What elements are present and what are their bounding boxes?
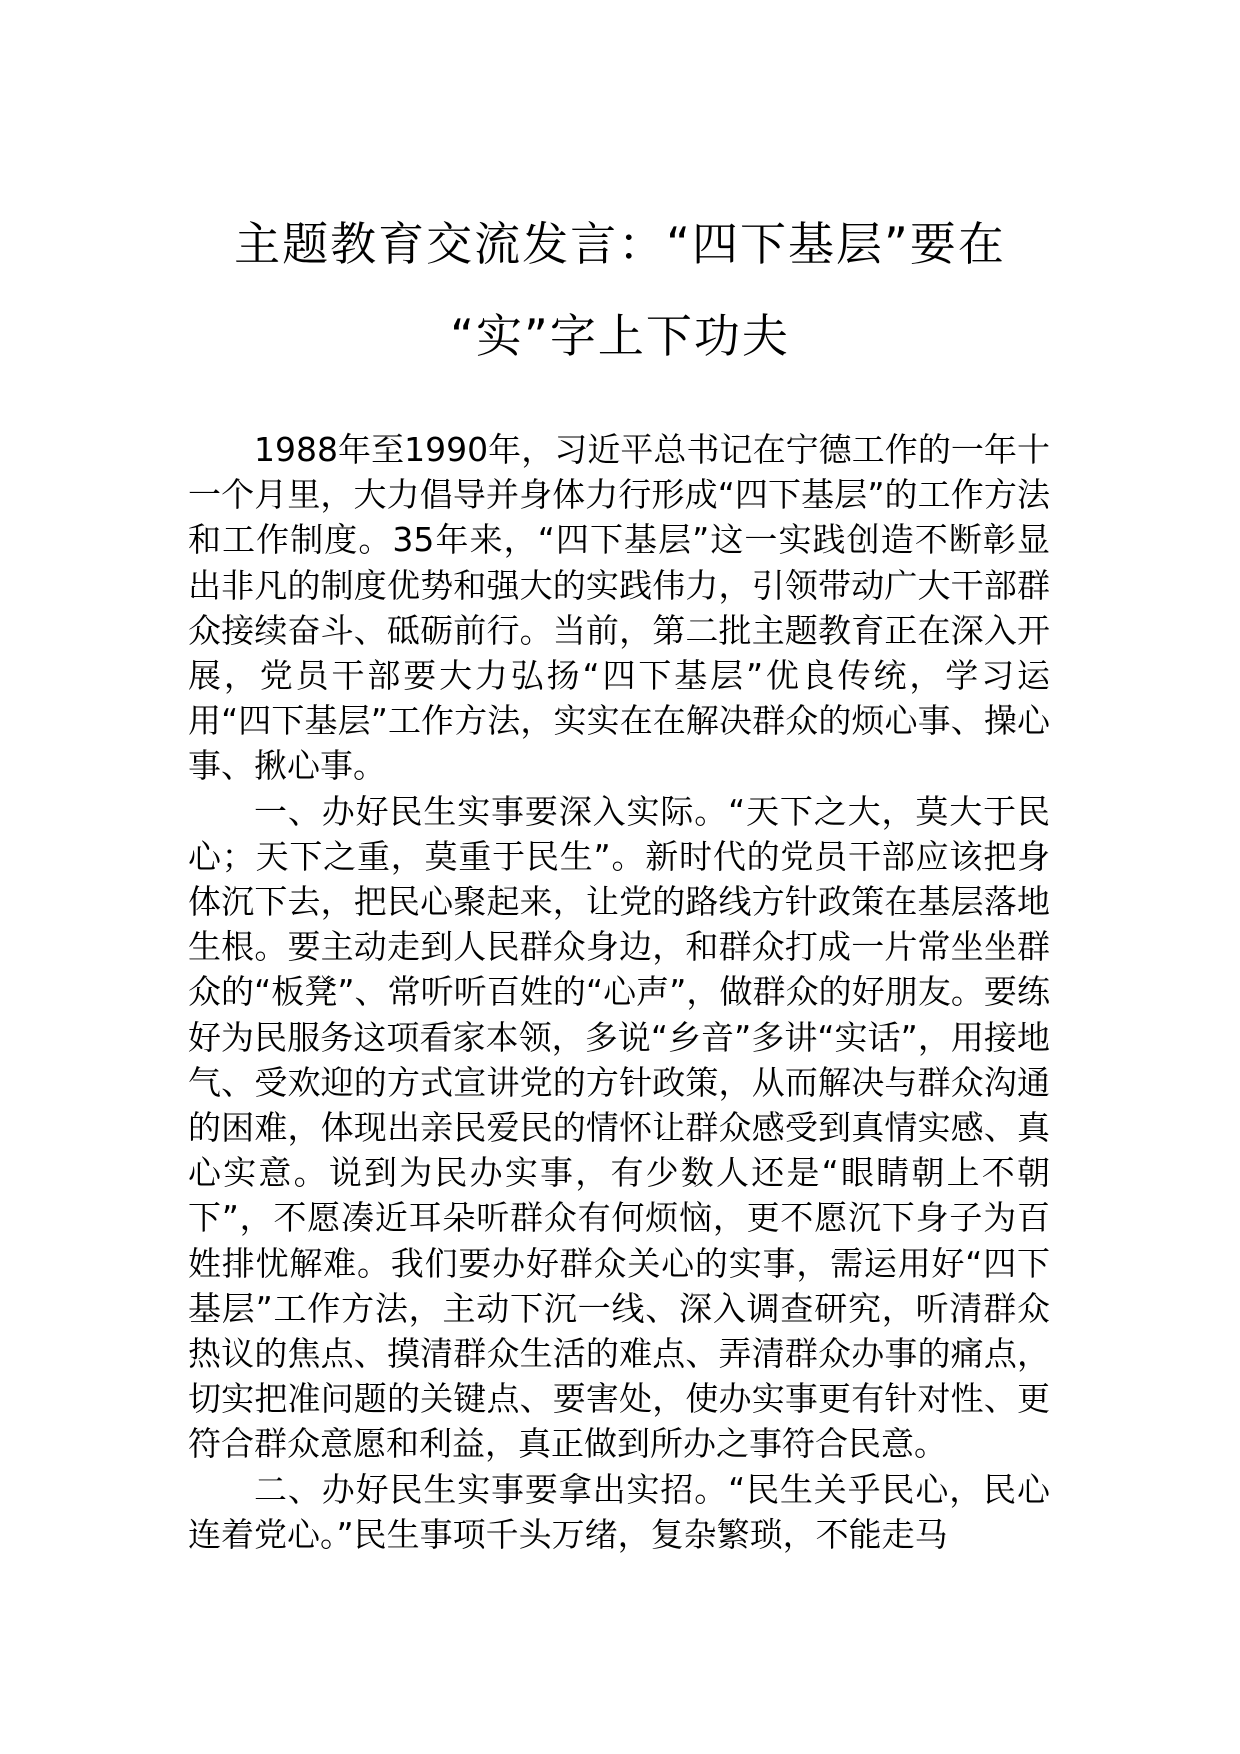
paragraph-intro: 1988年至1990年，习近平总书记在宁德工作的一年十一个月里，大力倡导并身体力行形成“四下基层”的工作方法和工作制度。35年来，“四下基层”这一实践创造不断彰显出非凡的制度优势和强大的实践伟力，引领带动广大干部群众接续奋斗、砥砺前行。当前，第二批主题教育正在深入开展，党员干部要大力弘扬“四下基层”优良传统，学习运用“四下基层”工作方法，实实在在解决群众的烦心事、操心事、揪心事。 [188,430,1050,786]
paragraph-section-1: 一、办好民生实事要深入实际。“天下之大，莫大于民心；天下之重，莫重于民生”。新时代的党员干部应该把身体沉下去，把民心聚起来，让党的路线方针政策在基层落地生根。要主动走到人民群众身边，和群众打成一片常坐坐群众的“板凳”、常听听百姓的“心声”，做群众的好朋友。要练好为民服务这项看家本领，多说“乡音”多讲“实话”，用接地气、受欢迎的方式宣讲党的方针政策，从而解决与群众沟通的困难，体现出亲民爱民的情怀让群众感受到真情实感、真心实意。说到为民办实事，有少数人还是“眼睛朝上不朝下”，不愿凑近耳朵听群众有何烦恼，更不愿沉下身子为百姓排忧解难。我们要办好群众关心的实事，需运用好“四下基层”工作方法，主动下沉一线、深入调查研究，听清群众热议的焦点、摸清群众生活的难点、弄清群众办事的痛点，切实把准问题的关键点、要害处，使办实事更有针对性、更符合群众意愿和利益，真正做到所办之事符合民意。 [188,791,1050,1464]
document-body [188,427,1050,1557]
paragraph-section-2: 二、办好民生实事要拿出实招。“民生关乎民心，民心连着党心。”民生事项千头万绪，复杂繁琐，不能走马 [188,1469,1050,1554]
document-title-line-1: 主题教育交流发言：“四下基层”要在 [234,217,1006,271]
document-title-line-2: “实”字上下功夫 [450,309,790,363]
